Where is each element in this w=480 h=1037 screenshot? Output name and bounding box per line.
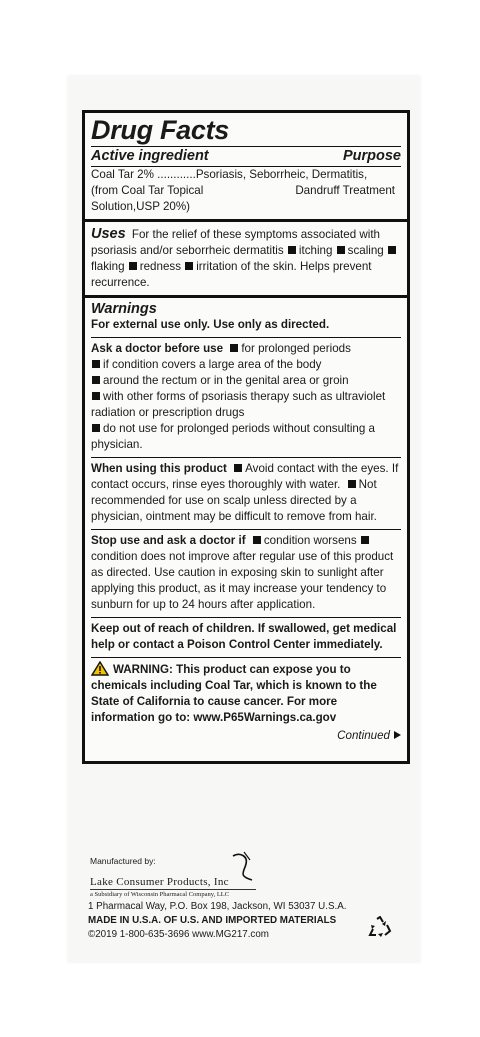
continued-label [91, 726, 401, 744]
bullet-square-icon [348, 480, 356, 488]
bullet-square-icon [92, 360, 100, 368]
prop65-warning [91, 658, 401, 748]
keep-out-of-reach: Keep out of reach of children. If swallowed, get medical help or contact a Poison Control Center immediately. [91, 618, 401, 658]
when-using-text-2: Not recommended for use on scalp unless directed by a physician, ointment may be difficult to remove from hair. [91, 478, 377, 523]
warnings-section [85, 298, 407, 752]
bullet-square-icon [361, 536, 369, 544]
bullet-square-icon [129, 262, 137, 270]
bullet-square-icon [230, 344, 238, 352]
ingredient-line-2: (from Coal Tar Topical [91, 184, 204, 197]
ask-doctor-item: do not use for prolonged periods without consulting a physician. [91, 422, 375, 451]
stop-use-block [91, 530, 401, 618]
address-line: 1 Pharmacal Way, P.O. Box 198, Jackson, WI 53037 U.S.A. [88, 901, 347, 912]
bullet-square-icon [92, 376, 100, 384]
when-using-text-1: Avoid contact with the eyes. If contact occurs, rinse eyes thoroughly with water. [91, 462, 399, 491]
prop65-text: WARNING: This product can expose you to chemicals including Coal Tar, which is known to the State of California to cause cancer. For more information go to: www.P65Warnings.ca.gov [91, 663, 377, 724]
uses-item: redness [139, 260, 181, 273]
made-in-line: MADE IN U.S.A. OF U.S. AND IMPORTED MATERIALS [88, 915, 337, 926]
bullet-square-icon [92, 424, 100, 432]
bullet-square-icon [253, 536, 261, 544]
copyright-line: ©2019 1-800-635-3696 www.MG217.com [88, 929, 269, 940]
subsidiary-text: a Subsidiary of Wisconsin Pharmacal Company, LLC [90, 891, 230, 898]
purpose-line-2: Dandruff Treatment [295, 184, 395, 197]
ingredient-row-2 [91, 183, 401, 199]
uses-heading: Uses [91, 226, 126, 242]
external-use-note: For external use only. Use only as directed. [91, 317, 401, 338]
purpose-heading: Purpose [342, 148, 401, 164]
uses-item: scaling [347, 244, 384, 257]
drug-facts-panel [82, 110, 410, 764]
uses-item: flaking [91, 260, 125, 273]
active-ingredient-section [85, 113, 407, 222]
ask-doctor-block [91, 338, 401, 458]
stop-use-text-2: condition does not improve after regular use of this product as directed. Use caution in exposing skin to sunlight after applying this product, as it may increase your tendency to sunburn for up to 24 hours after application. [91, 550, 394, 611]
ingredient-line-1: Coal Tar 2% ............Psoriasis, Seborrheic, Dermatitis, [91, 168, 368, 181]
ask-doctor-item: for prolonged periods [241, 342, 351, 355]
brand-name: Lake Consumer Products, Inc [90, 876, 256, 890]
bullet-square-icon [288, 246, 296, 254]
ask-doctor-heading: Ask a doctor before use [91, 342, 224, 355]
bullet-square-icon [92, 392, 100, 400]
address-block [88, 900, 346, 942]
uses-section [85, 222, 407, 298]
arrow-right-icon [394, 731, 401, 739]
uses-recurrence: Helps prevent recurrence. [91, 260, 372, 289]
uses-item: itching [298, 244, 333, 257]
stop-use-heading: Stop use and ask a doctor if [91, 534, 246, 547]
ask-doctor-item: with other forms of psoriasis therapy such as ultraviolet radiation or prescription drugs [91, 390, 386, 419]
when-using-heading: When using this product [91, 462, 227, 475]
bullet-square-icon [388, 246, 396, 254]
logo-swirl-icon [230, 850, 256, 882]
ask-doctor-item: if condition covers a large area of the body [103, 358, 322, 371]
uses-text: For the relief of these symptoms associated with psoriasis and/or seborrheic dermatitis [91, 228, 380, 257]
uses-item: irritation of the skin. [196, 260, 297, 273]
warnings-heading: Warnings [91, 301, 157, 317]
continued-text: Continued [337, 729, 390, 742]
when-using-block [91, 458, 401, 530]
ingredient-line-3: Solution,USP 20%) [91, 200, 191, 213]
warning-triangle-icon [91, 661, 109, 676]
recycle-icon [368, 916, 392, 938]
manufactured-by-label: Manufactured by: [90, 856, 156, 866]
drug-facts-title: Drug Facts [91, 115, 401, 147]
bullet-square-icon [234, 464, 242, 472]
ask-doctor-item: around the rectum or in the genital area or groin [103, 374, 349, 387]
active-ingredient-heading: Active ingredient [91, 148, 209, 164]
bullet-square-icon [337, 246, 345, 254]
stop-use-text-1: condition worsens [263, 534, 357, 547]
ingredient-header-row [91, 147, 401, 167]
bullet-square-icon [185, 262, 193, 270]
